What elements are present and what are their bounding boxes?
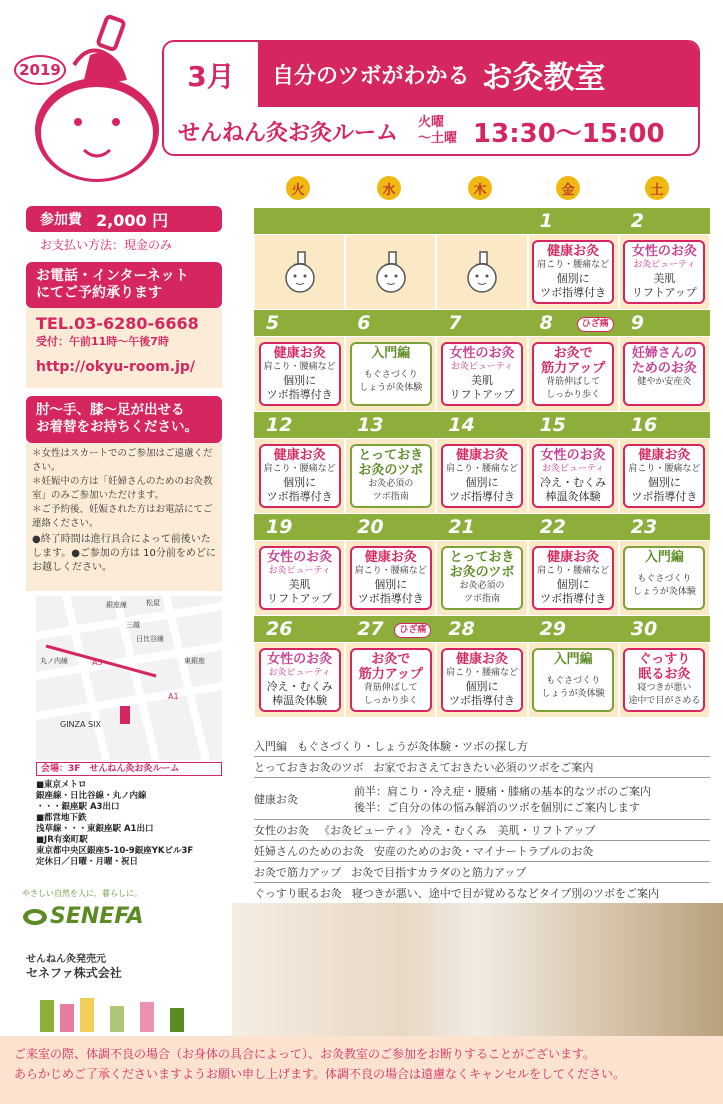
calendar-cell [528, 319, 619, 412]
calendar-cell [345, 438, 436, 514]
hand-moxa-photo [232, 903, 723, 1036]
fee-amount: 2,000 円 [96, 210, 169, 230]
calendar-cell [345, 336, 436, 412]
website-link[interactable]: http://okyu-room.jp/ [36, 359, 196, 375]
mascot-illustration [22, 10, 162, 185]
seller-label: せんねん灸発売元 [26, 954, 106, 965]
brand-logo: SENEFA [22, 904, 144, 929]
class-card[interactable]: 健康お灸 肩こり・腰痛など 個別に ツボ指導付き [441, 444, 523, 508]
class-card[interactable]: 健康お灸 肩こり・腰痛など 個別に ツボ指導付き [350, 546, 432, 610]
date-number: 27 [345, 616, 436, 642]
class-card[interactable]: 女性のお灸 お灸ビューティ 美肌 リフトアップ [259, 546, 341, 610]
reception-hours: 受付：午前11時〜午後7時 [36, 335, 169, 348]
title-box [162, 40, 700, 156]
calendar-cell [345, 540, 436, 616]
calendar-cell [619, 438, 710, 514]
legend-row: ぐっすり眠るお灸 寝つきが悪い、途中で目が覚めるなどタイプ別のツボをご案内 [254, 883, 710, 904]
class-card[interactable]: 入門編 もぐさづくり しょうが灸体験 [623, 546, 705, 610]
class-row [254, 540, 710, 616]
class-card[interactable]: 女性のお灸 お灸ビューティ 美肌 リフトアップ [441, 342, 523, 406]
year-badge: 2019 [14, 55, 66, 85]
legend-row: 健康お灸 前半：肩こり・冷え症・腰痛・膝痛の基本的なツボのご案内 後半：ご自分の体の悩み解消のツボを個別にご案内します [254, 778, 710, 820]
calendar-cell [619, 642, 710, 718]
class-card[interactable]: 入門編 もぐさづくり しょうが灸体験 [350, 342, 432, 406]
brand-tagline: やさしい自然を人に、暮らしに。 [22, 889, 142, 898]
clothing-heading: 肘〜手、膝〜足が出せる お着替をお持ちください。 [26, 396, 222, 443]
mascot-icon [462, 250, 502, 294]
class-card[interactable]: 健康お灸 肩こり・腰痛など 個別に ツボ指導付き [532, 546, 614, 610]
month-label: 3月 [164, 42, 258, 107]
calendar-cell [528, 540, 619, 616]
fee-label: 参加費 [40, 212, 82, 228]
date-number: 20 [345, 514, 436, 540]
footer-note: ご来室の際、体調不良の場合（お身体の具合によって）、お灸教室のご参加をお断りすることがございます。 あらかじめご了承くださいますようお願い申し上げます。体調不良の場合は遠慮なくキャンセルをしてください。 [0, 1036, 723, 1104]
company-name: セネファ株式会社 [26, 966, 122, 980]
date-number: 26 [254, 616, 345, 642]
calendar-cell [528, 642, 619, 718]
date-number: 5 [254, 310, 345, 336]
calendar-cell [436, 540, 527, 616]
weekday-tue: 火 [286, 176, 310, 200]
class-row [254, 438, 710, 514]
date-number [436, 208, 527, 234]
calendar-cell [436, 438, 527, 514]
date-row [254, 514, 710, 540]
date-number: 12 [254, 412, 345, 438]
course-legend [254, 736, 710, 904]
class-card[interactable]: 女性のお灸 お灸ビューティ 冷え・むくみ 棒温灸体験 [532, 444, 614, 508]
date-number: 8 [528, 310, 619, 336]
class-card[interactable]: お灸で 筋力アップ 背筋伸ばして しっかり歩く [532, 342, 614, 406]
date-number: 30 [619, 616, 710, 642]
clothing-notes: ＊女性はスカートでのご参加はご遠慮ください。 ＊妊娠中の方は「妊婦さんのためのお灸教室」のみご参加いただけます。 ＊ご予約後、妊娠された方はお電話にてご連絡ください。 ●終了時間は進行具合によって前後いたします。●ご参加の方は 10分前をめどにお越しください。 [26, 443, 222, 591]
leaf-icon [22, 906, 48, 928]
date-number: 13 [345, 412, 436, 438]
title-bar [164, 42, 698, 107]
knee-pain-badge: ひざ痛 [577, 317, 614, 332]
calendar-cell [254, 642, 345, 718]
date-number [254, 208, 345, 234]
venue-label: 会場：3F せんねん灸お灸ルーム [36, 762, 222, 776]
class-card[interactable]: 健康お灸 肩こり・腰痛など 個別に ツボ指導付き [623, 444, 705, 508]
date-number: 19 [254, 514, 345, 540]
page-title: お灸教室 [481, 60, 606, 96]
date-number: 28 [436, 616, 527, 642]
date-number: 23 [619, 514, 710, 540]
date-number: 15 [528, 412, 619, 438]
mascot-icon [371, 250, 411, 294]
class-card[interactable]: 健康お灸 肩こり・腰痛など 個別に ツボ指導付き [259, 342, 341, 406]
room-name: せんねん灸お灸ルーム [178, 120, 399, 146]
calendar-cell [619, 336, 710, 412]
legend-row: 妊婦さんのためのお灸 安産のためのお灸・マイナートラブルのお灸 [254, 841, 710, 862]
class-card[interactable]: ぐっすり 眠るお灸 寝つきが悪い 途中で目がさめる [623, 648, 705, 712]
calendar-cell [436, 336, 527, 412]
date-row [254, 616, 710, 642]
class-card[interactable]: とっておき お灸のツボ お灸必須の ツボ指南 [441, 546, 523, 610]
calendar-cell [254, 438, 345, 514]
date-number: 7 [436, 310, 527, 336]
product-illustration [20, 990, 230, 1036]
weekday-fri: 金 [556, 176, 580, 200]
calendar-cell [436, 234, 527, 310]
date-number: 21 [436, 514, 527, 540]
date-row [254, 310, 710, 336]
date-number: 9 [619, 310, 710, 336]
date-row [254, 412, 710, 438]
class-card[interactable]: お灸で 筋力アップ 背筋伸ばして しっかり歩く [350, 648, 432, 712]
subtitle: 自分のツボがわかる [272, 64, 470, 89]
fee-box [26, 206, 222, 232]
date-number: 2 [619, 208, 710, 234]
class-card[interactable]: とっておき お灸のツボ お灸必須の ツボ指南 [350, 444, 432, 508]
calendar-cell [345, 234, 436, 310]
calendar-cell [436, 642, 527, 718]
legend-row: お灸で筋力アップ お灸で目指すカラダのと筋力アップ [254, 862, 710, 883]
date-number: 22 [528, 514, 619, 540]
legend-row: とっておきお灸のツボ お家でおさえておきたい必須のツボをご案内 [254, 757, 710, 778]
calendar-cell [254, 234, 345, 310]
legend-row: 入門編 もぐさづくり・しょうが灸体験・ツボの探し方 [254, 736, 710, 757]
class-card[interactable]: 入門編 もぐさづくり しょうが灸体験 [532, 648, 614, 712]
mascot-icon [280, 250, 320, 294]
date-row [254, 208, 710, 234]
calendar-cell [619, 234, 710, 310]
calendar-cell [619, 540, 710, 616]
reservation-info [26, 308, 222, 388]
legend-row: 女性のお灸 《お灸ビューティ》 冷え・むくみ 美肌・リフトアップ [254, 820, 710, 841]
phone-number[interactable]: TEL.03-6280-6668 [36, 314, 199, 333]
date-number: 16 [619, 412, 710, 438]
payment-method: お支払い方法：現金のみ [40, 238, 173, 252]
weekday-wed: 水 [377, 176, 401, 200]
calendar-cell [254, 336, 345, 412]
access-info: ■東京メトロ 銀座線・日比谷線・丸ノ内線 ・・・銀座駅 A3出口 ■都営地下鉄 浅草線・・・東銀座駅 A1出口 ■JR有楽町駅 東京都中央区銀座5-10-9銀座YKビル3F 定休日／日曜・月曜・祝日 [36, 780, 194, 867]
knee-pain-badge: ひざ痛 [394, 623, 431, 638]
date-number: 14 [436, 412, 527, 438]
date-number [345, 208, 436, 234]
calendar-cell [528, 234, 619, 310]
title-info-row [164, 107, 698, 155]
weekday-sat: 土 [645, 176, 669, 200]
calendar-cell [254, 540, 345, 616]
class-card[interactable]: 健康お灸 肩こり・腰痛など 個別に ツボ指導付き [532, 240, 614, 304]
calendar-cell [528, 438, 619, 514]
class-card[interactable]: 女性のお灸 お灸ビューティ 冷え・むくみ 棒温灸体験 [259, 648, 341, 712]
reservation-heading: お電話・インターネット にてご予約承ります [26, 262, 222, 308]
date-number: 29 [528, 616, 619, 642]
days-label: 火曜 〜土曜 [418, 115, 458, 146]
class-card[interactable]: 健康お灸 肩こり・腰痛など 個別に ツボ指導付き [259, 444, 341, 508]
date-number: 1 [528, 208, 619, 234]
date-number: 6 [345, 310, 436, 336]
time-label: 13:30〜15:00 [473, 118, 665, 149]
access-map: 銀座線 丸ノ内線 日比谷線 GINZA SIX A3 A1 松屋 三越 東銀座 [36, 596, 222, 760]
class-row [254, 234, 710, 310]
class-card[interactable]: 健康お灸 肩こり・腰痛など 個別に ツボ指導付き [441, 648, 523, 712]
class-card[interactable]: 女性のお灸 お灸ビューティ 美肌 リフトアップ [623, 240, 705, 304]
class-row [254, 319, 710, 412]
weekday-thu: 木 [468, 176, 492, 200]
calendar-grid [254, 208, 710, 718]
class-card[interactable]: 妊婦さんの ためのお灸 健やか安産灸 [623, 342, 705, 406]
